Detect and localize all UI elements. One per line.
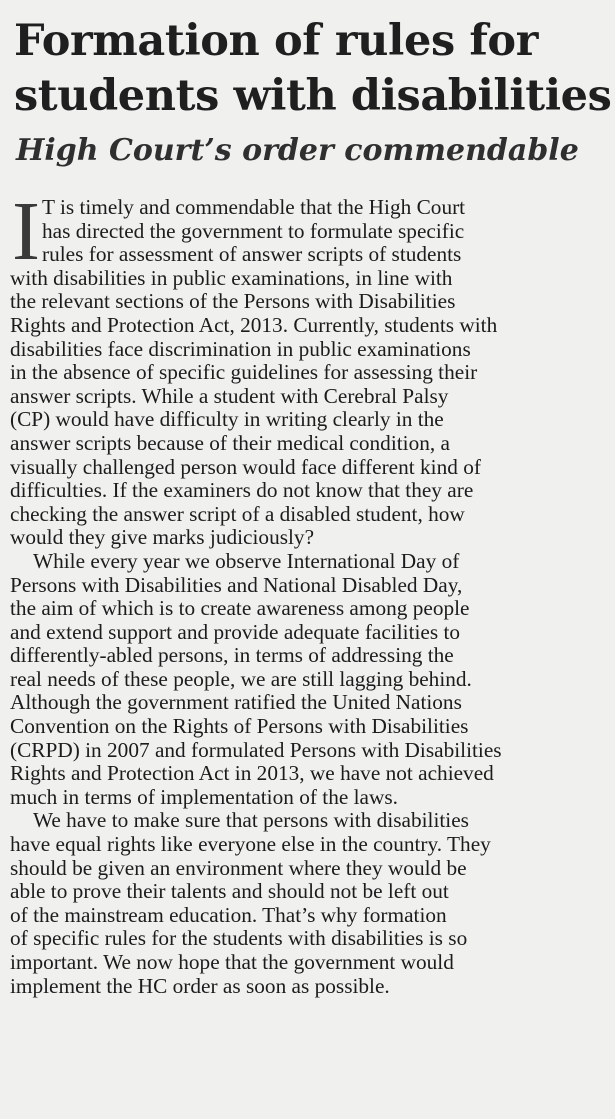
article-body (10, 185, 608, 998)
paragraph-line: much in terms of implementation of the laws. (10, 784, 398, 809)
drop-cap: I (12, 185, 40, 278)
paragraph-line: answer scripts because of their medical condition, a (10, 430, 450, 455)
paragraph-line: has directed the government to formulate specific (42, 218, 465, 243)
subheading: High Court’s order commendable (16, 133, 579, 168)
paragraph-line: T is timely and commendable that the High Court (42, 195, 466, 219)
paragraph-line: have equal rights like everyone else in the country. They (10, 832, 491, 857)
paragraph-line: We have to make sure that persons with disabilities (33, 808, 469, 833)
paragraph-line: answer scripts. While a student with Cerebral Palsy (10, 383, 449, 408)
paragraph-line: with disabilities in public examinations, in line with (10, 265, 453, 290)
paragraph-line: of specific rules for the students with disabilities is so (10, 926, 468, 951)
paragraph (10, 809, 608, 998)
paragraph-line: Convention on the Rights of Persons with Disabilities (10, 714, 469, 739)
paragraph-line: and extend support and provide adequate facilities to (10, 619, 461, 644)
headline (14, 14, 612, 124)
paragraph-line: disabilities face discrimination in public examinations (10, 336, 471, 361)
paragraph-line: visually challenged person would face different kind of (10, 454, 481, 479)
paragraph-line: able to prove their talents and should not be left out (10, 879, 449, 904)
paragraph-line: differently-abled persons, in terms of addressing the (10, 643, 454, 668)
paragraph-line: real needs of these people, we are still lagging behind. (10, 666, 472, 691)
paragraph-line: While every year we observe International Day of (33, 548, 460, 573)
headline-line: students with disabilities (14, 71, 612, 121)
paragraph-line: Although the government ratified the United Nations (10, 690, 462, 715)
paragraph (10, 550, 608, 810)
paragraph-line: (CP) would have difficulty in writing clearly in the (10, 407, 444, 432)
paragraph-line: rules for assessment of answer scripts of students (42, 242, 462, 267)
paragraph-line: important. We now hope that the government would (10, 950, 454, 974)
paragraph-line: should be given an environment where they would be (10, 855, 467, 880)
paragraph-line: Persons with Disabilities and National Disabled Day, (10, 572, 463, 597)
paragraph-line: implement the HC order as soon as possible. (10, 973, 390, 998)
paragraph-line: Rights and Protection Act, 2013. Currently, students with (10, 312, 498, 337)
paragraph-line: of the mainstream education. That’s why formation (10, 902, 447, 927)
paragraph-line: in the absence of specific guidelines for assessing their (10, 360, 478, 385)
paragraph-line: the relevant sections of the Persons with Disabilities (10, 289, 456, 314)
paragraph-line: checking the answer script of a disabled student, how (10, 501, 465, 526)
paragraph-line: (CRPD) in 2007 and formulated Persons with Disabilities (10, 737, 502, 762)
paragraph-line: would they give marks judiciously? (10, 525, 315, 550)
headline-line: Formation of rules for (14, 16, 538, 66)
paragraph (10, 185, 608, 550)
paragraph-line: the aim of which is to create awareness among people (10, 596, 470, 621)
paragraph-line: Rights and Protection Act in 2013, we have not achieved (10, 761, 494, 786)
paragraph-line: difficulties. If the examiners do not know that they are (10, 478, 474, 503)
